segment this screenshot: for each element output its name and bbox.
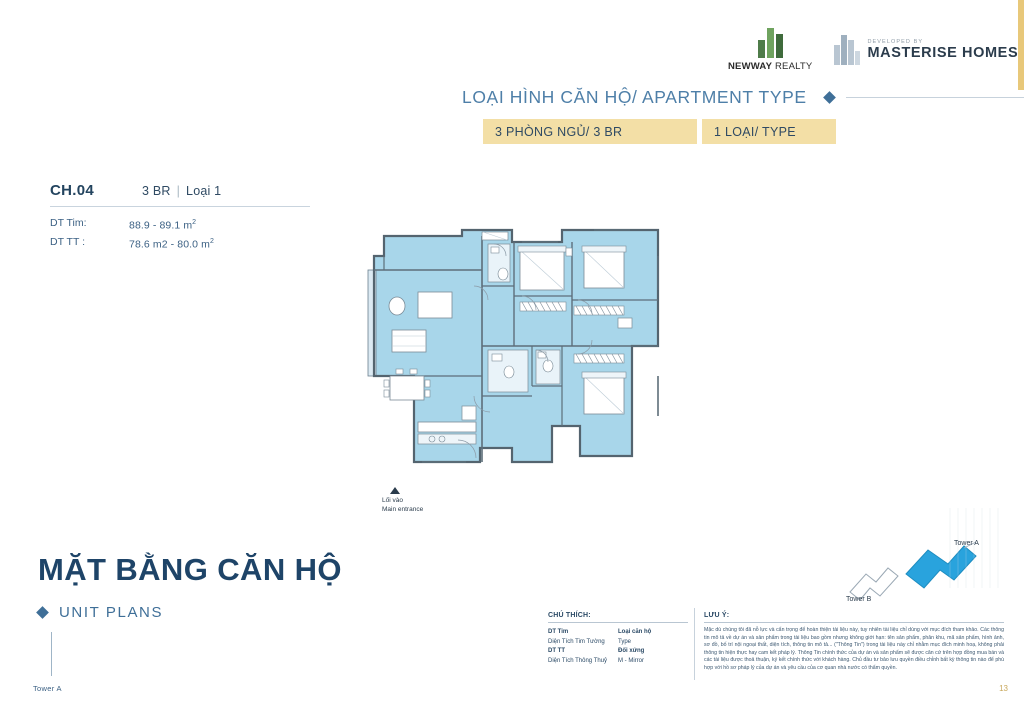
newway-logo-text (728, 61, 812, 72)
legend-item: Type (618, 638, 632, 645)
unit-info-header (50, 182, 310, 207)
newway-logo-bold: NEWWAY (728, 61, 773, 72)
masterise-homes-logo (834, 35, 1018, 65)
apartment-type-header (462, 82, 1024, 112)
entrance-label-vi: Lối vào (382, 497, 403, 504)
main-entrance-marker (372, 487, 502, 514)
tag-type-count: 1 LOẠI/ TYPE (702, 119, 836, 144)
unit-area-label: DT Tim: (50, 217, 87, 229)
legend-item: DT TT (548, 648, 565, 654)
keyplan-tower-a-label: Tower A (954, 540, 979, 547)
floor-plan-drawing (362, 226, 680, 478)
notes-divider (704, 622, 1004, 623)
edge-accent-bar (1018, 0, 1024, 90)
floor-plan-svg (362, 226, 680, 478)
legend-notes-divider (694, 608, 695, 680)
legend-item: Diện Tích Thông Thuỷ (548, 657, 608, 664)
legend-item: Loại căn hộ (618, 629, 652, 635)
footer-tower-label: Tower A (33, 684, 62, 693)
masterise-mark-icon (834, 35, 860, 65)
legend-item: Đối xứng (618, 648, 645, 654)
unit-area-superscript: 2 (209, 237, 214, 245)
unit-type-separator: | (176, 183, 181, 198)
diamond-icon (823, 91, 836, 104)
legend-title: CHÚ THÍCH: (548, 612, 591, 619)
unit-area-value (129, 215, 196, 234)
legend-item: M - Mirror (618, 657, 644, 664)
subtitle-vertical-rule (51, 632, 52, 676)
unit-info-block (50, 182, 310, 252)
legend-divider (548, 622, 688, 623)
tag-bedrooms: 3 PHÒNG NGỦ/ 3 BR (483, 119, 697, 144)
unit-type-br: 3 BR (142, 183, 171, 198)
logo-group (728, 28, 1018, 72)
unit-area-rows (50, 215, 310, 252)
site-key-plan (836, 530, 1006, 610)
unit-area-number: 78.6 m2 - 80.0 m (129, 238, 210, 250)
unit-area-row (50, 215, 310, 234)
unit-area-number: 88.9 - 89.1 m (129, 219, 193, 232)
masterise-logo-text: MASTERISE HOMES (867, 45, 1019, 61)
notes-body: Mặc dù chúng tôi đã nỗ lực và cẩn trọng để hoàn thiện tài liệu này, tuy nhiên tài liệu chỉ dùng với mục đích tham khảo. Các thông tin mô tả về dự án và sản phẩm trong tài liệu bao gồm nhưng không giới hạn: tên sản phẩm, phân khu, mã sản phẩm, hình ảnh, sơ đồ, bố trí nội ngoại thất, diện tích, thông tin mô tả... ("Thông Tin") trong tài liệu này chỉ nhằm mục đích minh hoạ, không phải thông tin hiện thực hay cam kết pháp lý. Thông Tin chính thức của dự án và sản phẩm sẽ được căn cứ trên hợp đồng mua bán và các tài liệu được thoả thuận, ký kết chính thức với khách hàng. Chủ đầu tư bảo lưu quyền điều chỉnh bất kỳ thông tin nào để phù hợp với hồ sơ pháp lý của dự án và yêu cầu của cơ quan nhà nước có thẩm quyền. (704, 627, 1004, 671)
legend-column-left (548, 628, 618, 666)
newway-logo-light: REALTY (772, 61, 813, 72)
legend-column-right (618, 628, 688, 666)
unit-area-superscript: 2 (192, 219, 197, 226)
page-number: 13 (999, 684, 1008, 693)
legend-block (548, 612, 688, 666)
newway-mark-icon (758, 28, 783, 58)
header-title: LOẠI HÌNH CĂN HỘ/ APARTMENT TYPE (462, 86, 807, 107)
notes-block (704, 612, 1004, 673)
unit-area-label: DT TT : (50, 235, 86, 248)
page-title: MẶT BẰNG CĂN HỘ (38, 552, 342, 587)
legend-item: Diện Tích Tim Tường (548, 638, 605, 645)
unit-code: CH.04 (50, 182, 95, 199)
unit-type (142, 184, 221, 198)
notes-title: LƯU Ý: (704, 612, 730, 619)
entrance-label-en: Main entrance (382, 506, 424, 513)
diamond-icon (36, 606, 49, 619)
newway-realty-logo (728, 28, 812, 72)
header-divider (846, 97, 1024, 98)
keyplan-tower-b-label: Tower B (846, 596, 872, 603)
unit-area-row (50, 234, 310, 253)
entrance-arrow-icon (390, 487, 400, 494)
developed-by-label: DEVELOPED BY (867, 39, 924, 45)
unit-type-loai: Loại 1 (186, 183, 222, 198)
page-subtitle (38, 604, 163, 621)
keyplan-background-lines (946, 508, 1000, 588)
page-subtitle-text: UNIT PLANS (59, 604, 164, 621)
unit-area-value (129, 234, 214, 253)
legend-item: DT Tim (548, 629, 569, 635)
apartment-type-tags (483, 119, 836, 144)
